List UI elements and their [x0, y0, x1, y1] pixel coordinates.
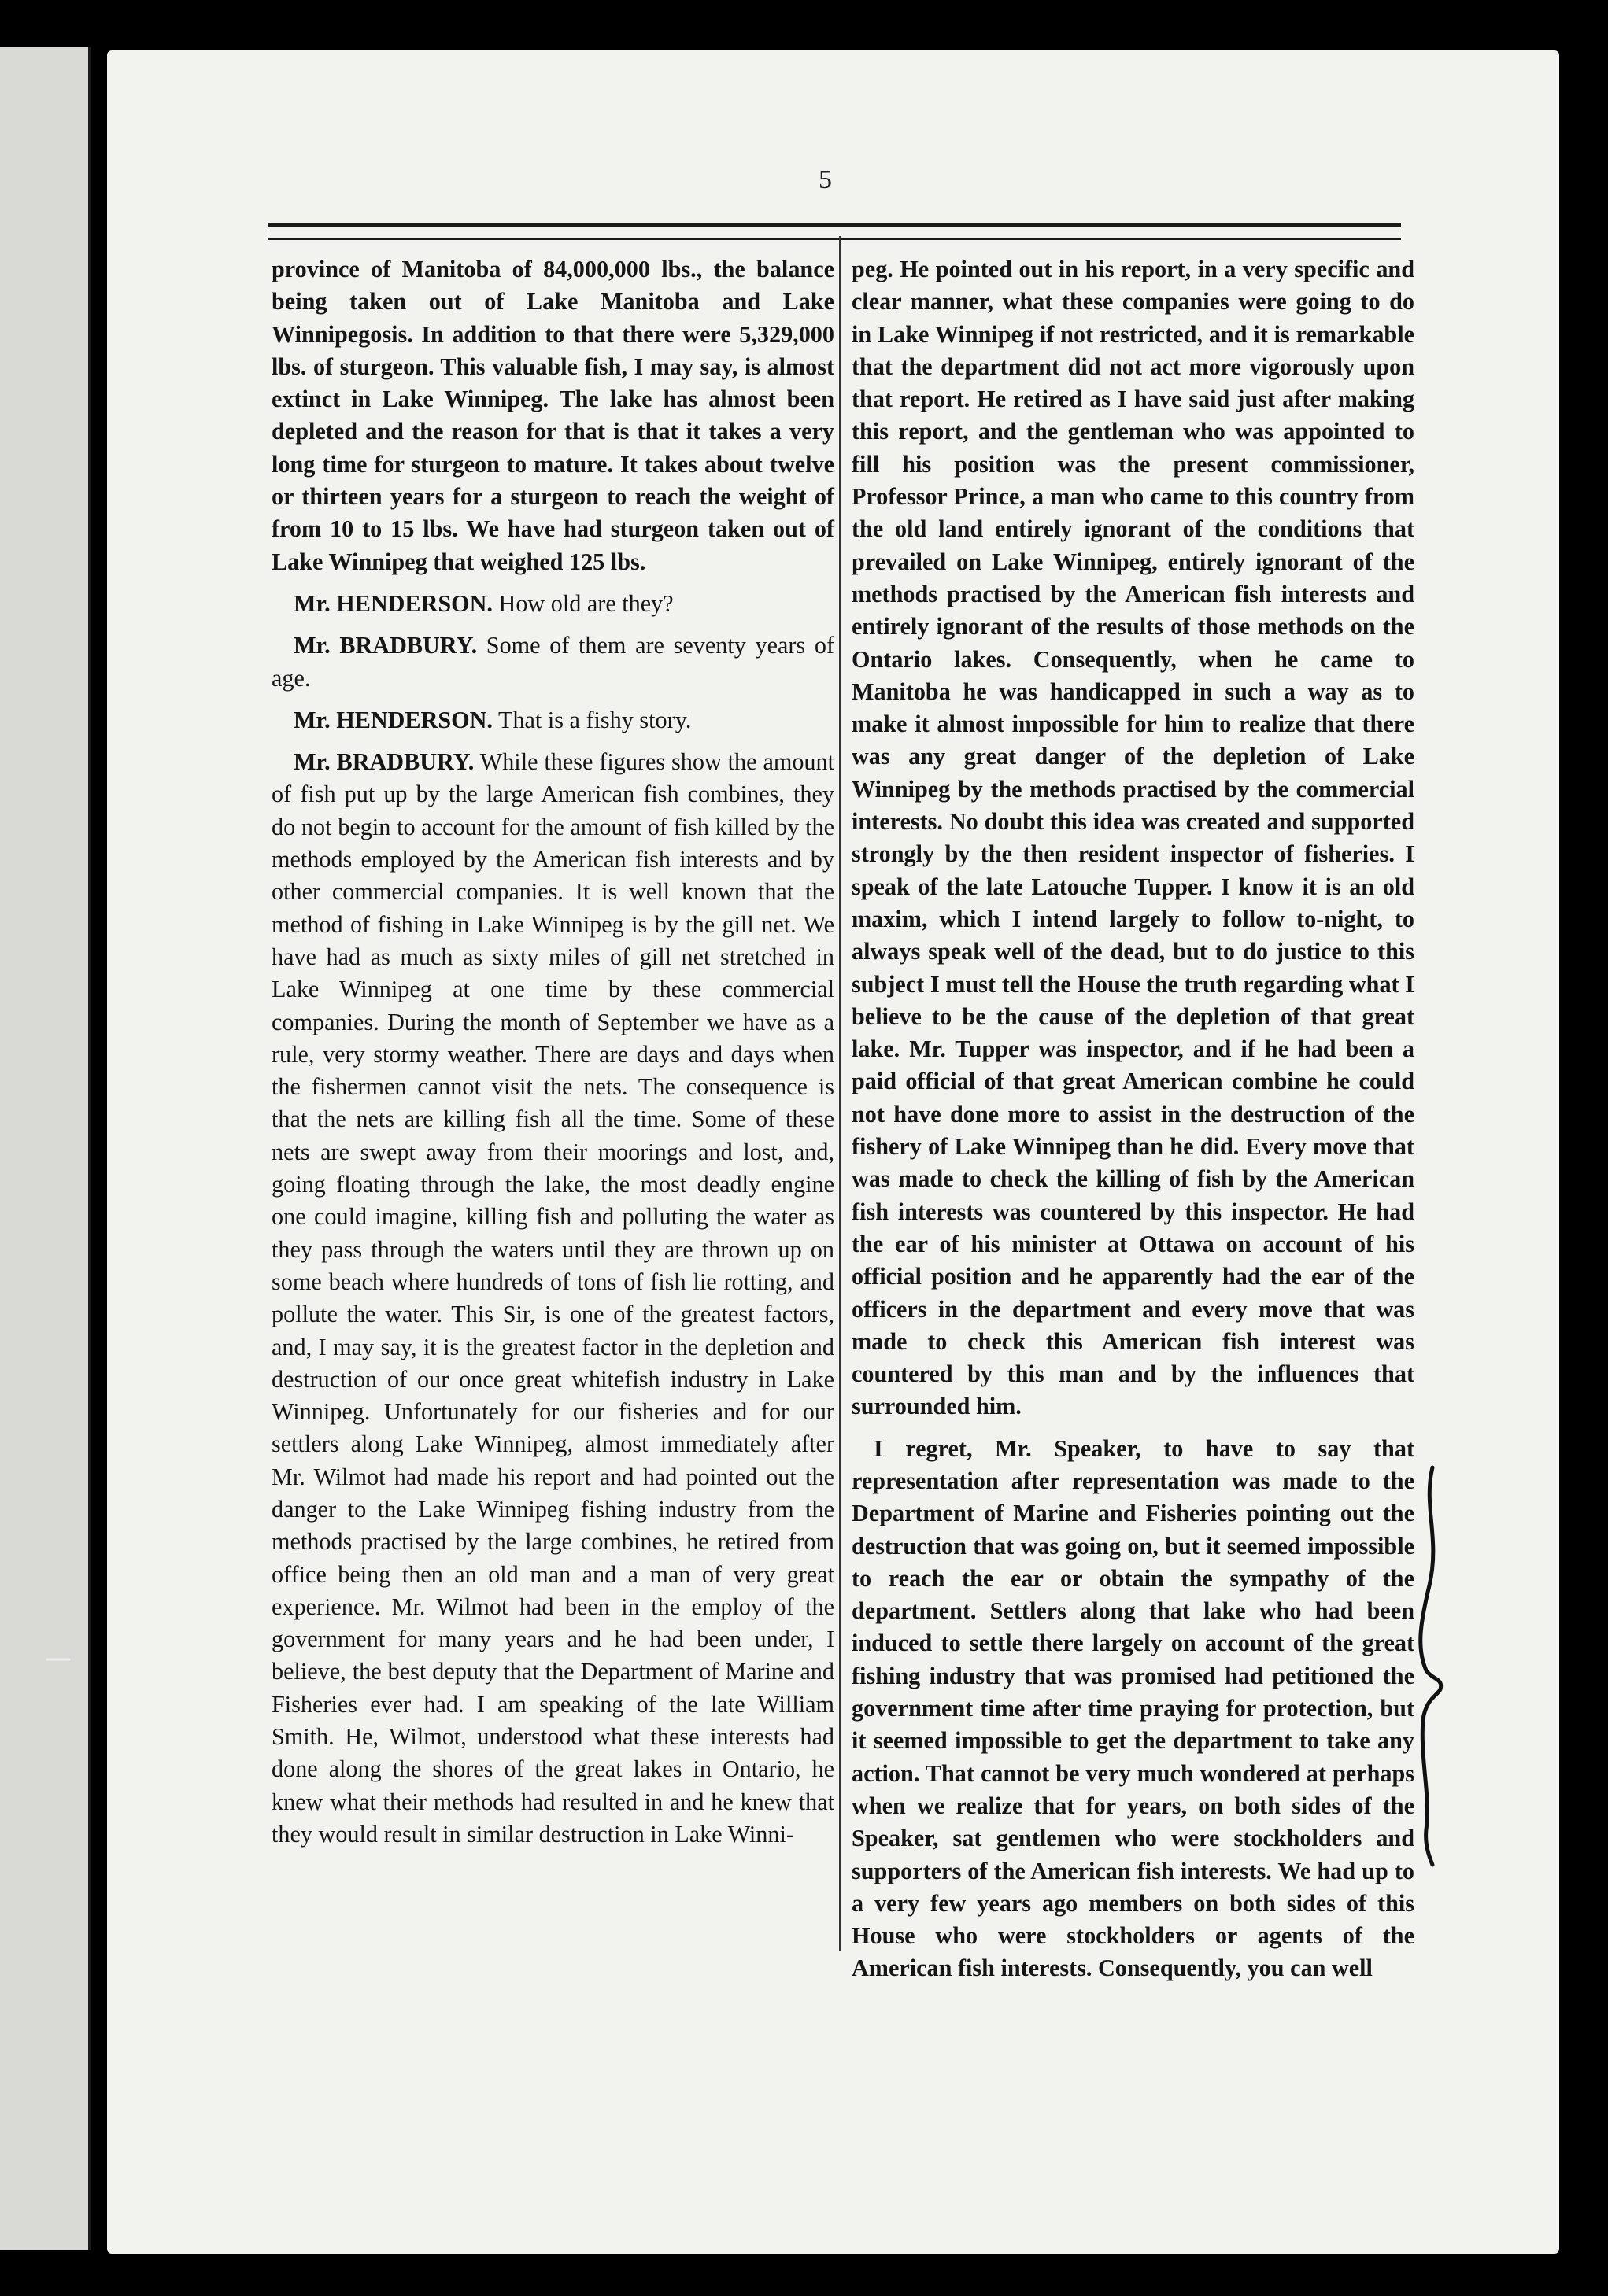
dialogue-paragraph	[272, 704, 834, 736]
right-column	[852, 253, 1414, 1985]
dialogue-paragraph	[272, 629, 834, 695]
dialogue-paragraph	[272, 588, 834, 620]
page-number: 5	[819, 165, 832, 194]
paragraph: I regret, Mr. Speaker, to have to say that representation after representation was made to the Department of Marine and Fisheries pointing out the destruction that was going on, but it seemed impossible to reach the ear or obtain the sympathy of the department. Settlers along that lake who had been induced to settle there largely on account of the great fishing industry that was promised had petitioned the government time after time praying for protection, but it seemed impossible to get the department to take any action. That cannot be very much wondered at perhaps when we realize that for years, on both sides of the Speaker, sat gentlemen who were stockholders and supporters of the American fish interests. We had up to a very few years ago members on both sides of this House who were stockholders or agents of the American fish interests. Consequently, you can well	[852, 1434, 1414, 1982]
scan-artifact-mark	[46, 1656, 72, 1663]
column-divider	[839, 236, 841, 1951]
speech-text: Some of them are seventy years of age.	[272, 632, 834, 692]
speech-text: How old are they?	[498, 589, 674, 617]
speaker-name: Mr. BRADBURY.	[294, 748, 475, 776]
dialogue-paragraph	[272, 746, 834, 1851]
speech-text: That is a fishy story.	[498, 706, 692, 733]
handwritten-margin-bracket	[1409, 1460, 1456, 1869]
speaker-name: Mr. BRADBURY.	[294, 632, 478, 659]
left-column	[272, 253, 834, 1851]
speaker-name: Mr. HENDERSON.	[294, 706, 493, 733]
paragraph: peg. He pointed out in his report, in a very specific and clear manner, what these companies were going to do in Lake Winnipeg if not restricted, and it is remarkable that the department did not act more vigorously upon that report. He retired as I have said just after making this report, and the gentleman who was appointed to fill his position was the present commissioner, Professor Prince, a man who came to this country from the old land entirely ignorant of the conditions that prevailed on Lake Winnipeg, entirely ignorant of the methods practised by the American fish interests and entirely ignorant of the results of those methods on the Ontario lakes. Consequently, when he came to Manitoba he was handicapped in such a way as to make it almost impossible for him to realize that there was any great danger of the depletion of Lake Winnipeg by the methods practised by the commercial interests. No doubt this idea was created and supported strongly by the then resident inspector of fisheries. I speak of the late Latouche Tupper. I know it is an old maxim, which I intend largely to follow to-night, to always speak well of the dead, but to do justice to this subject I must tell the House the truth regarding what I believe to be the cause of the depletion of that great lake. Mr. Tupper was inspector, and if he had been a paid official of that great American combine he could not have done more to assist in the destruction of the fishery of Lake Winnipeg than he did. Every move that was made to check the killing of fish by the American fish interests was countered by this inspector. He had the ear of his minister at Ottawa on account of his official position and he apparently had the ear of the officers in the department and every move that was made to check this American fish interest was countered by this man and by the influences that surrounded him.	[852, 256, 1414, 1420]
speech-text: While these figures show the amount of fish put up by the large American fish combines, they do not begin to account for the amount of fish killed by the methods employed by the American fish interests and by other commercial companies. It is well known that the method of fishing in Lake Winnipeg is by the gill net. We have had as much as sixty miles of gill net stretched in Lake Winnipeg at one time by these commercial companies. During the month of September we have as a rule, very stormy weather. There are days and days when the fishermen cannot visit the nets. The consequence is that the nets are killing fish all the time. Some of these nets are swept away from their moorings and lost, and, going floating through the lake, the most deadly engine one could imagine, killing fish and polluting the water as they pass through the waters until they are thrown up on some beach where hundreds of tons of fish lie rotting, and pollute the water. This Sir, is one of the greatest factors, and, I may say, it is the greatest factor in the depletion and destruction of our once great whitefish industry in Lake Winnipeg. Unfortunately for our fisheries and for our settlers along Lake Winnipeg, almost immediately after Mr. Wilmot had made his report and had pointed out the danger to the Lake Winnipeg fishing industry from the methods practised by the large combines, he retired from office being then an old man and a man of very great experience. Mr. Wilmot had been in the employ of the government for many years and he had been under, I believe, the best deputy that the Department of Marine and Fisheries ever had. I am speaking of the late William Smith. He, Wilmot, understood what these interests had done along the shores of the great lakes in Ontario, he knew what their methods had resulted in and he knew that they would result in similar destruction in Lake Winni-	[272, 748, 834, 1848]
speaker-name: Mr. HENDERSON.	[294, 589, 493, 617]
header-rule	[268, 223, 1401, 240]
paragraph: province of Manitoba of 84,000,000 lbs., the balance being taken out of Lake Manitoba and Lake Winnipegosis. In addition to that there were 5,329,000 lbs. of sturgeon. This valuable fish, I may say, is almost extinct in Lake Winnipeg. The lake has almost been depleted and the reason for that is that it takes a very long time for sturgeon to mature. It takes about twelve or thirteen years for a sturgeon to reach the weight of from 10 to 15 lbs. We have had sturgeon taken out of Lake Winnipeg that weighed 125 lbs.	[272, 256, 834, 575]
adjacent-page-edge	[0, 47, 91, 2250]
